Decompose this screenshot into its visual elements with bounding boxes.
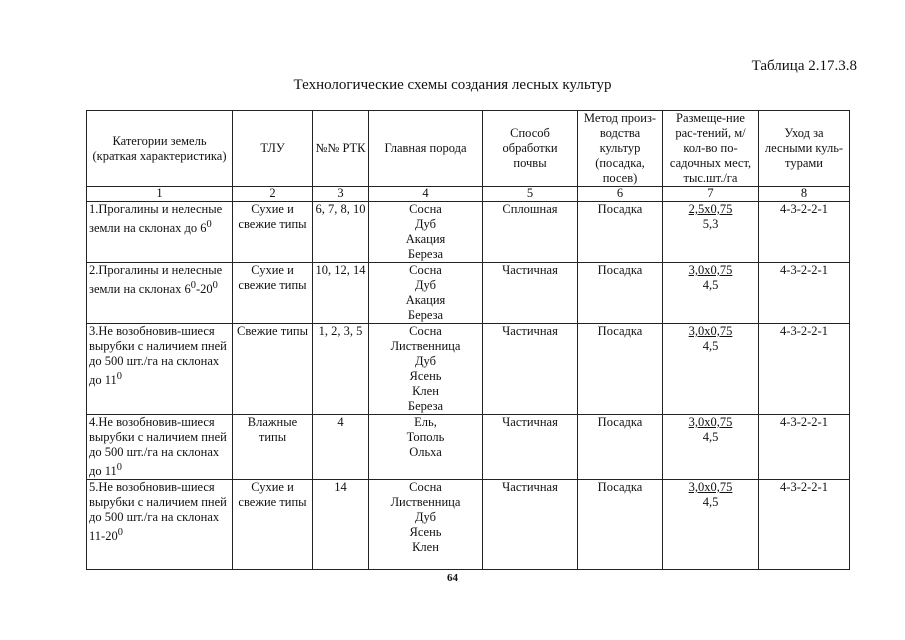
species-item: Клен [412, 384, 439, 398]
land-category-cell [87, 263, 233, 324]
tlu-cell: Сухие и свежие типы [233, 202, 313, 263]
species-item: Лиственница [390, 495, 461, 510]
placement-spacing: 2,5x0,75 [688, 202, 733, 216]
tlu-cell: Свежие типы [233, 324, 313, 415]
table-row [87, 263, 850, 324]
land-category-text: 5.Не возобновив-шиеся вырубки с наличием пней до 500 шт./га на склонах 11-20 [89, 480, 227, 544]
placement-cell [663, 202, 759, 263]
header-care: Уход за лесными куль-турами [759, 111, 850, 187]
column-number-row [87, 187, 850, 202]
table-number: Таблица 2.17.3.8 [751, 58, 857, 74]
table-row [87, 324, 850, 415]
species-cell [369, 202, 483, 263]
production-method-cell: Посадка [578, 263, 663, 324]
species-item: Сосна [409, 202, 442, 216]
land-category-cell [87, 480, 233, 570]
header-soil: Способ обработки почвы [483, 111, 578, 187]
species-item: Береза [407, 247, 444, 261]
header-tlu: ТЛУ [233, 111, 313, 187]
tlu-cell: Сухие и свежие типы [233, 263, 313, 324]
header-method: Метод произ-водства культур (посадка, посев) [578, 111, 663, 187]
land-category-cell [87, 202, 233, 263]
species-cell [369, 324, 483, 415]
species-item: Сосна [409, 480, 442, 495]
degree-superscript: 0 [212, 280, 218, 291]
species-item: Акация [405, 293, 446, 307]
planting-count: 4,5 [702, 278, 719, 292]
tlu-cell: Влажные типы [233, 415, 313, 480]
planting-count: 4,5 [702, 339, 719, 353]
land-category-cell [87, 324, 233, 415]
species-item: Дуб [415, 217, 436, 231]
species-item: Береза [407, 308, 444, 322]
placement-spacing: 3,0x0,75 [688, 415, 733, 429]
degree-superscript: 0 [206, 219, 212, 230]
land-category-text: 1.Прогалины и нелесные земли на склонах до 6 [89, 202, 223, 236]
column-number: 4 [369, 187, 483, 202]
placement-spacing: 3,0x0,75 [688, 480, 733, 495]
column-number: 1 [87, 187, 233, 202]
care-cell: 4-3-2-2-1 [759, 480, 850, 570]
table-row [87, 480, 850, 570]
species-item: Ясень [409, 525, 442, 540]
rtk-cell: 4 [313, 415, 369, 480]
land-category-tail: -20 [196, 282, 213, 297]
production-method-cell: Посадка [578, 202, 663, 263]
rtk-cell: 1, 2, 3, 5 [313, 324, 369, 415]
care-cell: 4-3-2-2-1 [759, 415, 850, 480]
rtk-cell: 6, 7, 8, 10 [313, 202, 369, 263]
placement-cell [663, 324, 759, 415]
technology-schemes-table [86, 110, 850, 570]
degree-superscript: 0 [116, 462, 122, 473]
placement-spacing: 3,0x0,75 [688, 324, 733, 338]
species-item: Дуб [415, 510, 436, 525]
placement-cell [663, 263, 759, 324]
degree-superscript: 0 [116, 371, 122, 382]
species-item: Сосна [409, 263, 442, 277]
column-number: 7 [663, 187, 759, 202]
care-cell: 4-3-2-2-1 [759, 202, 850, 263]
species-item: Ясень [409, 369, 442, 383]
planting-count: 4,5 [702, 430, 719, 444]
table-row [87, 202, 850, 263]
species-cell [369, 263, 483, 324]
page-number: 64 [447, 572, 458, 584]
header-placement: Размеще-ние рас-тений, м/ кол-во по-садочных мест, тыс.шт./га [663, 111, 759, 187]
table-row [87, 415, 850, 480]
rtk-cell: 14 [313, 480, 369, 570]
species-cell [369, 415, 483, 480]
table-title: Технологические схемы создания лесных культур [293, 77, 612, 93]
rtk-cell: 10, 12, 14 [313, 263, 369, 324]
species-item: Дуб [415, 354, 436, 368]
species-item: Береза [407, 399, 444, 413]
species-item: Акация [405, 232, 446, 246]
column-number: 6 [578, 187, 663, 202]
planting-count: 5,3 [702, 217, 719, 231]
land-category-text: 2.Прогалины и нелесные земли на склонах 6 [89, 263, 223, 297]
production-method-cell: Посадка [578, 480, 663, 570]
degree-superscript: 0 [117, 527, 123, 539]
species-item: Ольха [409, 445, 442, 459]
land-category-text: 4.Не возобновив-шиеся вырубки с наличием пней до 500 шт./га на склонах до 11 [89, 415, 227, 479]
planting-count: 4,5 [702, 495, 719, 510]
production-method-cell: Посадка [578, 415, 663, 480]
species-item: Клен [412, 540, 439, 555]
soil-treatment-cell: Частичная [483, 324, 578, 415]
soil-treatment-cell: Частичная [483, 415, 578, 480]
soil-treatment-cell: Сплошная [483, 202, 578, 263]
care-cell: 4-3-2-2-1 [759, 263, 850, 324]
species-item: Лиственница [390, 339, 461, 353]
column-number: 3 [313, 187, 369, 202]
header-category: Категории земель (краткая характеристика) [87, 111, 233, 187]
header-species: Главная порода [369, 111, 483, 187]
column-number: 8 [759, 187, 850, 202]
placement-spacing: 3,0x0,75 [688, 263, 733, 277]
species-item: Сосна [409, 324, 442, 338]
soil-treatment-cell: Частичная [483, 263, 578, 324]
placement-cell [663, 415, 759, 480]
land-category-cell [87, 415, 233, 480]
column-number: 5 [483, 187, 578, 202]
tlu-cell: Сухие и свежие типы [233, 480, 313, 570]
land-category-text: 3.Не возобновив-шиеся вырубки с наличием пней до 500 шт./га на склонах до 11 [89, 324, 227, 388]
species-item: Ель, [414, 415, 437, 429]
species-item: Тополь [406, 430, 445, 444]
placement-cell [663, 480, 759, 570]
species-cell [369, 480, 483, 570]
column-number: 2 [233, 187, 313, 202]
species-item: Дуб [415, 278, 436, 292]
header-row [87, 111, 850, 187]
degree-superscript: 0 [190, 280, 196, 291]
production-method-cell: Посадка [578, 324, 663, 415]
soil-treatment-cell: Частичная [483, 480, 578, 570]
header-rtk: №№ РТК [313, 111, 369, 187]
care-cell: 4-3-2-2-1 [759, 324, 850, 415]
